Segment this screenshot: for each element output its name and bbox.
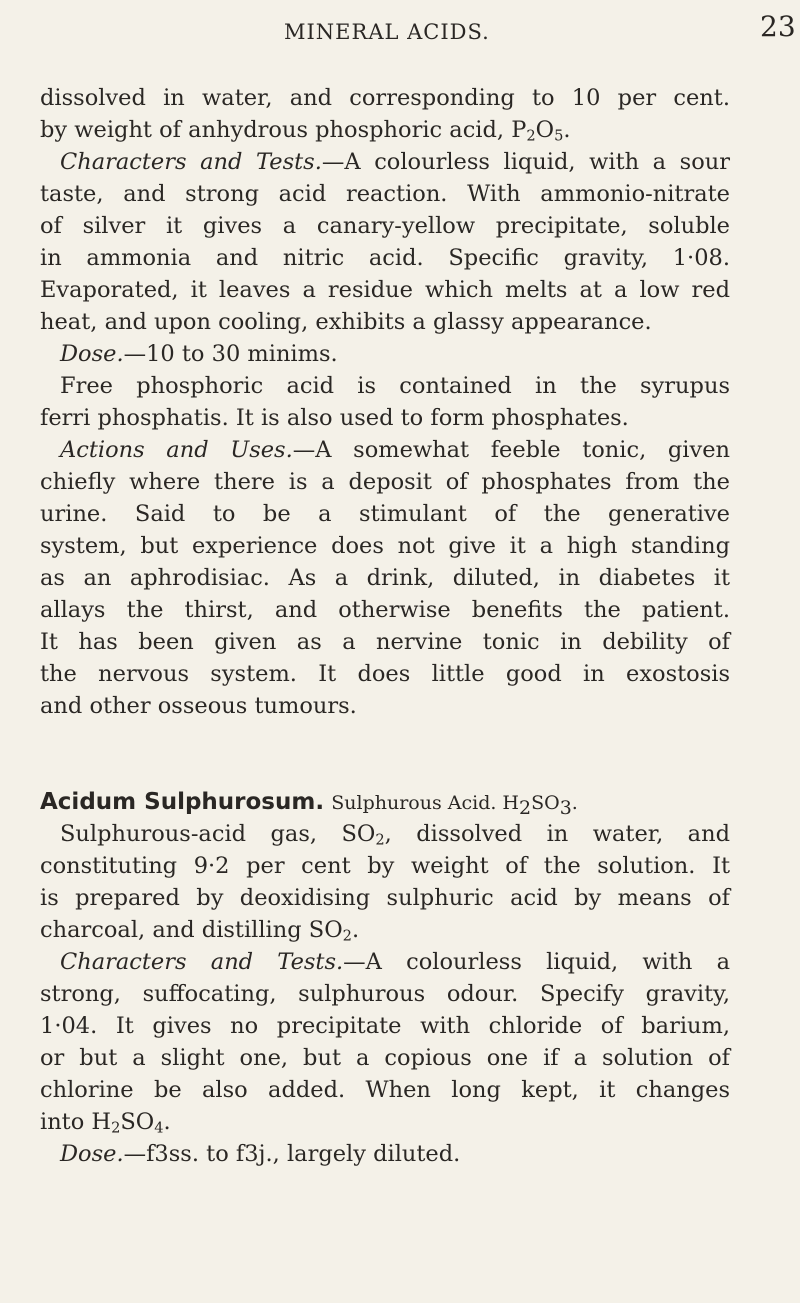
text-line bbox=[40, 914, 730, 946]
subscript: 2 bbox=[519, 796, 532, 819]
subscript: 2 bbox=[375, 831, 385, 849]
text-span: . bbox=[563, 117, 571, 143]
text-line bbox=[60, 946, 730, 978]
heading-title: Acidum Sulphurosum. bbox=[40, 789, 325, 815]
text-line: chiefly where there is a deposit of phosphates from the bbox=[40, 469, 730, 495]
text-line: strong, suffocating, sulphurous odour. Specify gravity, bbox=[40, 981, 730, 1007]
text-line: allays the thirst, and otherwise benefits the patient. bbox=[40, 597, 730, 623]
subscript: 3 bbox=[559, 796, 572, 819]
text-line bbox=[60, 434, 730, 466]
text-line: taste, and strong acid reaction. With ammonio-nitrate bbox=[40, 181, 730, 207]
text-span: by weight of anhydrous phosphoric acid, P bbox=[40, 117, 527, 143]
page-number: 23 bbox=[760, 10, 796, 43]
text-span: —f3ss. to f3j., largely diluted. bbox=[123, 1141, 461, 1167]
text-line: It has been given as a nervine tonic in debility of bbox=[40, 629, 730, 655]
text-line bbox=[60, 818, 730, 850]
text-span: SO bbox=[531, 792, 560, 814]
text-span: —A colourless liquid, with a bbox=[343, 949, 730, 975]
text-line bbox=[40, 114, 730, 146]
text-line: is prepared by deoxidising sulphuric acid by means of bbox=[40, 885, 730, 911]
section-label: Characters and Tests. bbox=[60, 949, 344, 975]
heading-subtitle: Sulphurous Acid. H bbox=[331, 792, 519, 814]
text-line: urine. Said to be a stimulant of the generative bbox=[40, 501, 730, 527]
subscript: 2 bbox=[526, 127, 536, 145]
text-line bbox=[40, 1106, 730, 1138]
text-line: constituting 9·2 per cent by weight of the solution. It bbox=[40, 853, 730, 879]
text-line: heat, and upon cooling, exhibits a glassy appearance. bbox=[40, 309, 652, 335]
subscript: 4 bbox=[154, 1119, 164, 1137]
text-line: or but a slight one, but a copious one if a solution of bbox=[40, 1045, 730, 1071]
text-span: , dissolved in water, and bbox=[384, 821, 730, 847]
text-line: and other osseous tumours. bbox=[40, 693, 357, 719]
text-line: in ammonia and nitric acid. Specific gravity, 1·08. bbox=[40, 245, 730, 271]
text-span: into H bbox=[40, 1109, 112, 1135]
text-span: —A colourless liquid, with a sour bbox=[321, 149, 731, 175]
text-line: ferri phosphatis. It is also used to form phosphates. bbox=[40, 405, 629, 431]
section-heading bbox=[40, 786, 730, 819]
section-label: Actions and Uses. bbox=[60, 437, 293, 463]
text-span: . bbox=[163, 1109, 171, 1135]
section-label: Dose. bbox=[60, 1141, 124, 1167]
text-span: . bbox=[571, 792, 578, 814]
text-line: dissolved in water, and corresponding to 10 per cent. bbox=[40, 85, 730, 111]
text-line: as an aphrodisiac. As a drink, diluted, in diabetes it bbox=[40, 565, 730, 591]
text-line: the nervous system. It does little good in exostosis bbox=[40, 661, 730, 687]
text-span: . bbox=[351, 917, 360, 943]
text-line: 1·04. It gives no precipitate with chloride of barium, bbox=[40, 1013, 730, 1039]
text-span: —A somewhat feeble tonic, given bbox=[292, 437, 730, 463]
text-line bbox=[60, 338, 730, 370]
text-span: SO bbox=[120, 1109, 155, 1135]
subscript: 2 bbox=[111, 1119, 121, 1137]
text-line: Free phosphoric acid is contained in the syrupus bbox=[60, 373, 730, 399]
subscript: 5 bbox=[554, 127, 564, 145]
section-label: Dose. bbox=[60, 341, 124, 367]
text-line bbox=[60, 1138, 730, 1170]
text-line: chlorine be also added. When long kept, it changes bbox=[40, 1077, 730, 1103]
section-label: Characters and Tests. bbox=[60, 149, 322, 175]
text-span: Sulphurous-acid gas, SO bbox=[60, 821, 376, 847]
text-span: —10 to 30 minims. bbox=[123, 341, 338, 367]
text-span: charcoal, and distilling SO bbox=[40, 917, 343, 943]
running-head: MINERAL ACIDS. bbox=[284, 20, 490, 44]
text-line: system, but experience does not give it a high standing bbox=[40, 533, 730, 559]
text-line: of silver it gives a canary-yellow precipitate, soluble bbox=[40, 213, 730, 239]
text-line bbox=[60, 146, 730, 178]
subscript: 2 bbox=[342, 927, 352, 945]
page-header bbox=[0, 8, 800, 48]
text-line: Evaporated, it leaves a residue which melts at a low red bbox=[40, 277, 730, 303]
text-span: O bbox=[535, 117, 555, 143]
